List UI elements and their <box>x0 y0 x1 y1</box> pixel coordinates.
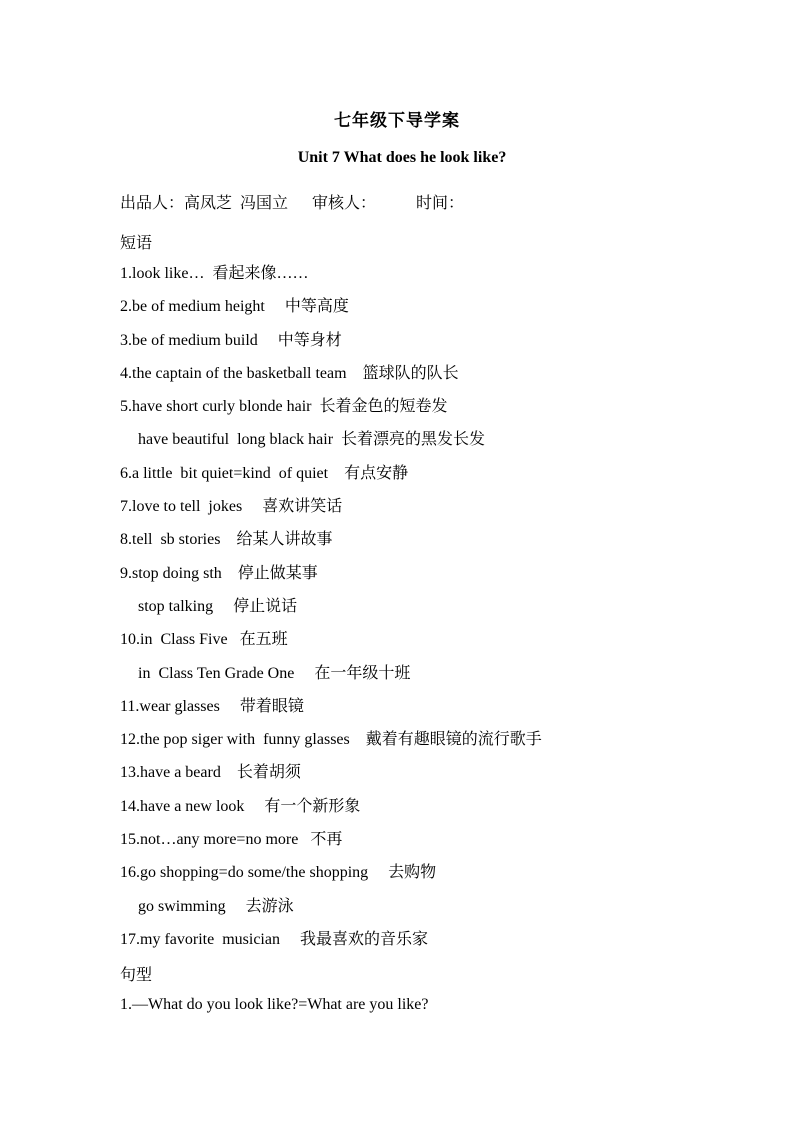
phrase-item: 12.the pop siger with funny glasses 戴着有趣眼镜的流行歌手 <box>120 731 542 749</box>
phrase-item: 6.a little bit quiet=kind of quiet 有点安静 <box>120 464 409 482</box>
phrase-list <box>120 263 720 962</box>
phrase-item: 9.stop doing sth 停止做某事 <box>120 564 318 582</box>
phrase-item: 5.have short curly blonde hair 长着金色的短卷发 <box>120 398 448 416</box>
document-title: 七年级下导学案 <box>334 111 460 130</box>
phrase-item: 3.be of medium build 中等身材 <box>120 331 342 349</box>
phrase-item: 17.my favorite musician 我最喜欢的音乐家 <box>120 930 428 948</box>
sentence-item: 1.—What do you look like?=What are you like? <box>120 996 429 1013</box>
phrase-item: 13.have a beard 长着胡须 <box>120 764 301 782</box>
phrase-item: 15.not…any more=no more 不再 <box>120 831 343 849</box>
phrase-item: 11.wear glasses 带着眼镜 <box>120 697 304 715</box>
unit-subtitle: Unit 7 What does he look like? <box>297 149 507 166</box>
phrase-item: 10.in Class Five 在五班 <box>120 631 288 649</box>
phrase-item: have beautiful long black hair 长着漂亮的黑发长发 <box>138 431 486 449</box>
phrase-item: 16.go shopping=do some/the shopping 去购物 <box>120 864 437 882</box>
phrase-item: in Class Ten Grade One 在一年级十班 <box>138 664 411 682</box>
phrase-item: 7.love to tell jokes 喜欢讲笑话 <box>120 498 343 516</box>
phrases-heading: 短语 <box>120 235 153 252</box>
phrase-item: 1.look like… 看起来像…… <box>120 265 309 282</box>
phrase-item: 14.have a new look 有一个新形象 <box>120 797 361 815</box>
phrase-item: 4.the captain of the basketball team 篮球队的队长 <box>120 364 459 382</box>
sentences-heading: 句型 <box>120 967 153 984</box>
author-info-line: 出品人：高凤芝 冯国立 审核人： 时间： <box>120 195 465 212</box>
phrase-item: stop talking 停止说话 <box>138 597 298 615</box>
phrase-item: 8.tell sb stories 给某人讲故事 <box>120 531 333 549</box>
phrase-item: go swimming 去游泳 <box>138 897 294 915</box>
phrase-item: 2.be of medium height 中等高度 <box>120 298 349 316</box>
